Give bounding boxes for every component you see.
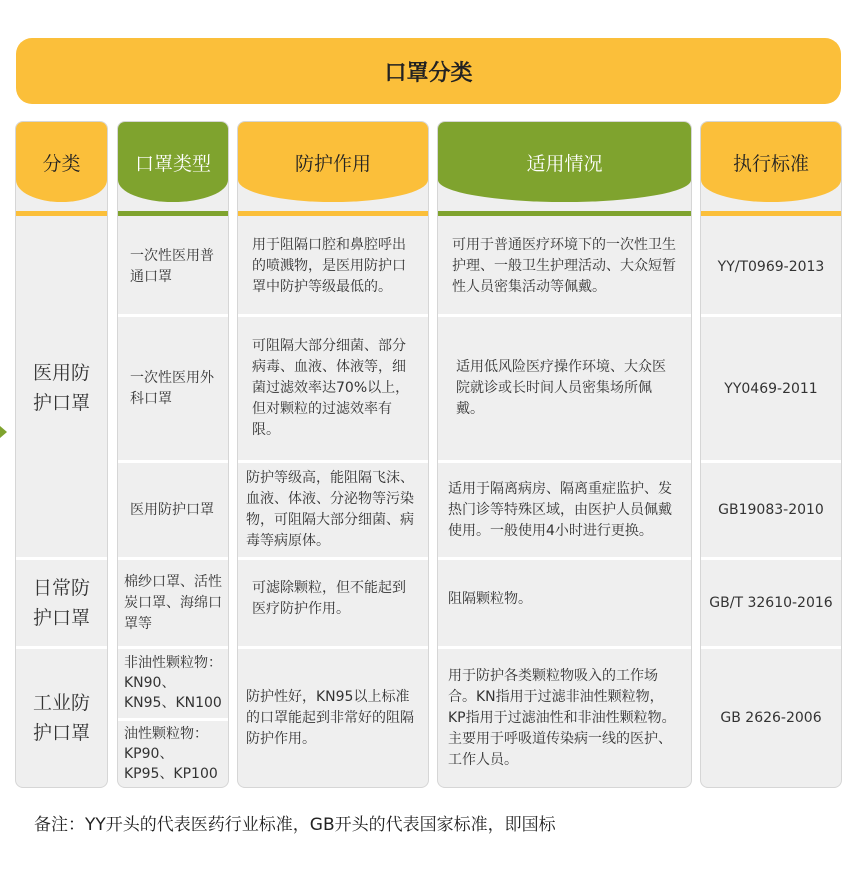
function-cell: 可阻隔大部分细菌、部分病毒、血液、体液等，细菌过滤效率达70%以上，但对颗粒的过滤效率有限。: [252, 338, 410, 438]
standard-cell: YY0469-2011: [724, 380, 818, 397]
column-type: [117, 121, 229, 788]
header-type: 口罩类型: [118, 122, 228, 202]
header-underline: [16, 211, 107, 216]
usage-cell: 用于防护各类颗粒物吸入的工作场合。KN指用于过滤非油性颗粒物，KP指用于过滤油性和非油性颗粒物。主要用于呼吸道传染病一线的医护、工作人员。: [448, 667, 676, 768]
function-cell: 防护性好，KN95以上标准的口罩能起到非常好的阻隔防护作用。: [246, 688, 414, 747]
type-cell-kn: 非油性颗粒物：KN90、KN95、KN100: [124, 654, 222, 711]
type-cell: 一次性医用普通口罩: [130, 247, 214, 285]
arrow-right-icon: [0, 426, 7, 438]
header-underline: [438, 211, 691, 216]
page-title: 口罩分类: [16, 38, 841, 104]
column-usage: [437, 121, 692, 788]
standard-cell: GB/T 32610-2016: [709, 595, 833, 611]
function-cell: 防护等级高，能阻隔飞沫、血液、体液、分泌物等污染物，可阻隔大部分细菌、病毒等病原体。: [246, 470, 414, 549]
function-cell: 可滤除颗粒，但不能起到医疗防护作用。: [252, 580, 406, 617]
usage-cell: 适用低风险医疗操作环境、大众医院就诊或长时间人员密集场所佩戴。: [456, 359, 666, 417]
usage-cell: 阻隔颗粒物。: [448, 591, 532, 607]
column-standard: [700, 121, 842, 788]
header-function: 防护作用: [238, 122, 428, 202]
type-cell: 一次性医用外科口罩: [130, 369, 214, 407]
category-daily: 日常防护口罩: [32, 577, 90, 629]
category-medical: 医用防护口罩: [32, 362, 90, 414]
usage-cell: 可用于普通医疗环境下的一次性卫生护理、一般卫生护理活动、大众短暂性人员密集活动等佩戴。: [452, 237, 676, 295]
header-category: 分类: [16, 122, 107, 202]
header-usage: 适用情况: [438, 122, 691, 202]
header-underline: [118, 211, 228, 216]
standard-cell: YY/T0969-2013: [717, 258, 825, 275]
header-underline: [701, 211, 841, 216]
type-cell-kp: 油性颗粒物：KP90、KP95、KP100: [124, 726, 218, 782]
header-standard: 执行标准: [701, 122, 841, 202]
standard-cell: GB 2626-2006: [720, 710, 822, 726]
category-industrial: 工业防护口罩: [32, 692, 90, 744]
type-cell: 医用防护口罩: [130, 501, 214, 518]
footnote: 备注：YY开头的代表医药行业标准，GB开头的代表国家标准，即国标: [34, 815, 556, 835]
function-cell: 用于阻隔口腔和鼻腔呼出的喷溅物，是医用防护口罩中防护等级最低的。: [252, 237, 406, 295]
column-category: [15, 121, 108, 788]
type-cell: 棉纱口罩、活性炭口罩、海绵口罩等: [124, 573, 222, 632]
usage-cell: 适用于隔离病房、隔离重症监护、发热门诊等特殊区域，由医护人员佩戴使用。一般使用4小时进行更换。: [448, 480, 672, 539]
header-underline: [238, 211, 428, 216]
column-function: [237, 121, 429, 788]
standard-cell: GB19083-2010: [718, 502, 824, 518]
